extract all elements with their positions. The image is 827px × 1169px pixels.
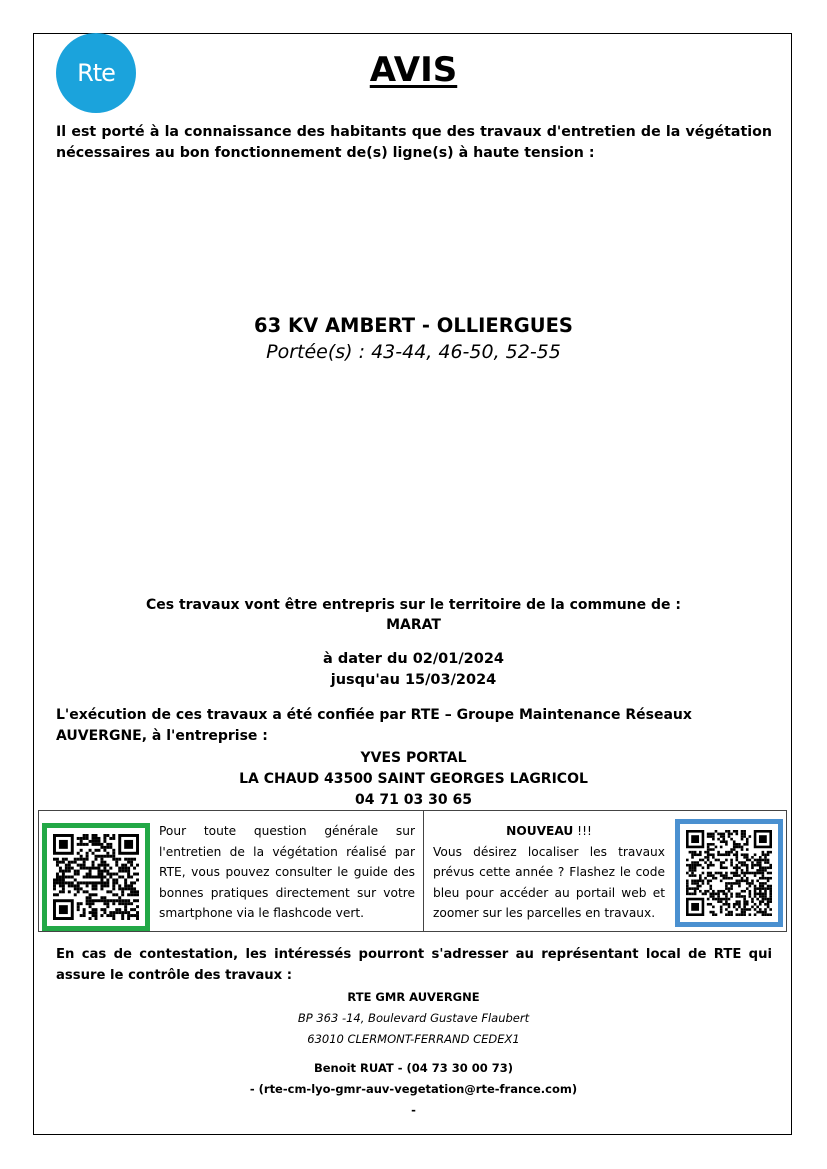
rep-org: RTE GMR AUVERGNE — [347, 990, 480, 1004]
date-end: jusqu'au 15/03/2024 — [330, 672, 497, 688]
date-start: à dater du 02/01/2024 — [322, 651, 505, 667]
execution-text: L'exécution de ces travaux a été confiée par RTE – Groupe Maintenance Réseaux AUVERGNE, à l'entreprise : — [56, 707, 692, 744]
power-line-name: 63 KV AMBERT - OLLIERGUES — [254, 314, 573, 337]
commune-intro: Ces travaux vont être entrepris sur le territoire de la commune de : — [145, 597, 681, 613]
qr-right-block — [433, 821, 665, 924]
rep-address-1: BP 363 -14, Boulevard Gustave Flaubert — [297, 1011, 530, 1025]
qr-left-text: Pour toute question générale sur l'entretien de la végétation réalisé par RTE, vous pouvez consulter le guide des bonnes pratiques directement sur votre smartphone via le flashcode vert. — [159, 824, 415, 920]
qr-code-blue[interactable] — [675, 819, 783, 927]
contractor-phone: 04 71 03 30 65 — [355, 792, 472, 808]
qr-right-heading-suffix: !!! — [573, 824, 592, 838]
commune-name: MARAT — [386, 617, 441, 633]
rep-email: - (rte-cm-lyo-gmr-auv-vegetation@rte-france.com) — [249, 1082, 578, 1096]
contractor-address: LA CHAUD 43500 SAINT GEORGES LAGRICOL — [239, 771, 588, 787]
rep-contact: Benoit RUAT - (04 73 30 00 73) — [313, 1061, 514, 1075]
qr-info-box — [38, 810, 787, 932]
qr-box-divider — [423, 811, 424, 931]
qr-right-text: Vous désirez localiser les travaux prévus cette année ? Flashez le code bleu pour accéder au portail web et zoomer sur les parcelles en travaux. — [433, 844, 665, 920]
logo-text: Rte — [77, 59, 115, 87]
rep-trailing: - — [411, 1103, 416, 1117]
power-line-spans: Portée(s) : 43-44, 46-50, 52-55 — [266, 341, 561, 363]
rep-address-2: 63010 CLERMONT-FERRAND CEDEX1 — [307, 1032, 520, 1046]
qr-code-green[interactable] — [42, 823, 150, 931]
contestation-text: En cas de contestation, les intéressés pourront s'adresser au représentant local de RTE qui assure le contrôle des travaux : — [56, 947, 772, 983]
intro-text: Il est porté à la connaissance des habitants que des travaux d'entretien de la végétation nécessaires au bon fonctionnement de(s) ligne(s) à haute tension : — [56, 124, 772, 161]
qr-right-heading: NOUVEAU — [506, 824, 574, 838]
contractor-name: YVES PORTAL — [360, 750, 467, 766]
page-title: AVIS — [369, 50, 458, 90]
